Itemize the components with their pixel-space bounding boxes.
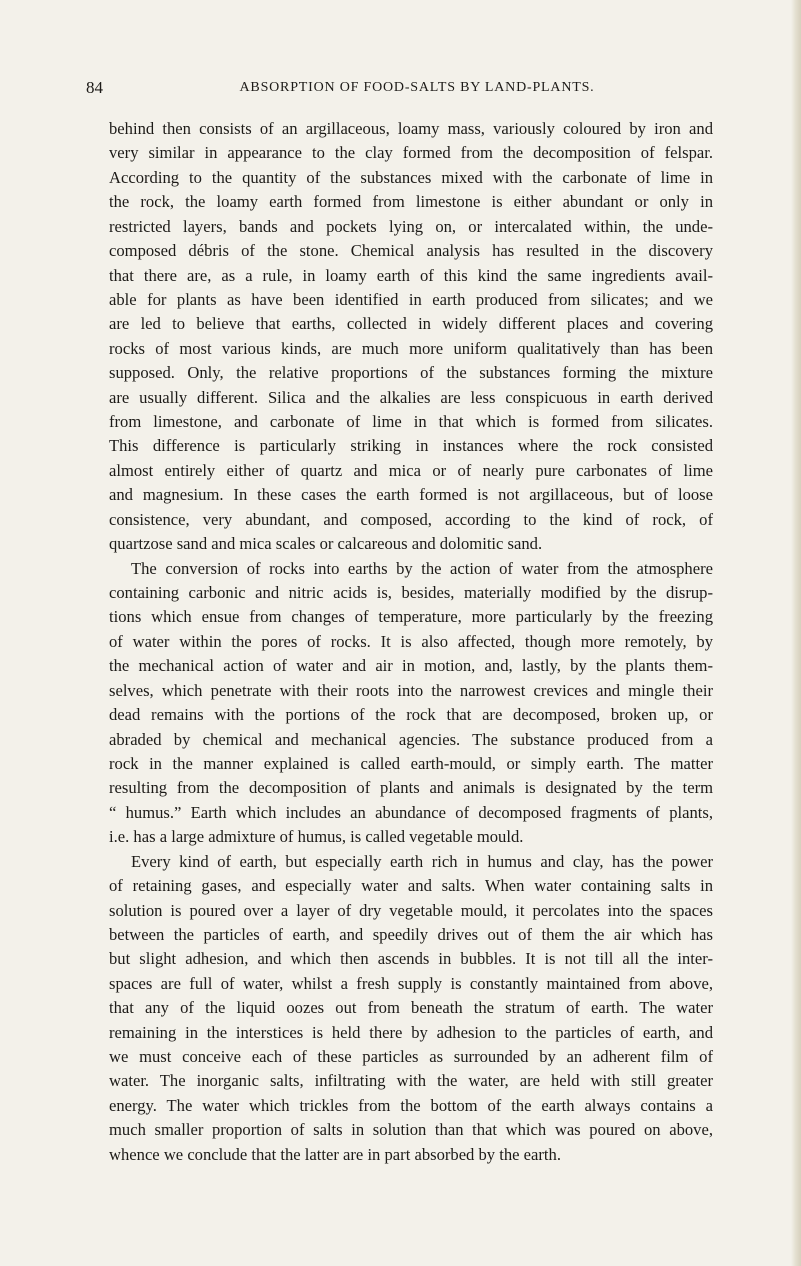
text-line: energy. The water which trickles from the bottom of the earth always contains a xyxy=(109,1095,713,1115)
text-line: Every kind of earth, but especially earth rich in humus and clay, has the power xyxy=(131,851,713,871)
text-line: that any of the liquid oozes out from beneath the stratum of earth. The water xyxy=(109,998,713,1018)
text-line: rocks of most various kinds, are much more uniform qualitatively than has been xyxy=(109,338,713,358)
running-title: ABSORPTION OF FOOD-SALTS BY LAND-PLANTS. xyxy=(239,80,595,95)
text-line: restricted layers, bands and pockets lying on, or intercalated within, the unde- xyxy=(109,216,713,236)
text-line: of retaining gases, and especially water and salts. When water containing salts in xyxy=(109,876,713,896)
text-line: According to the quantity of the substances mixed with the carbonate of lime in xyxy=(109,167,713,187)
text-line: behind then consists of an argillaceous, loamy mass, variously coloured by iron and xyxy=(109,119,713,138)
text-line: spaces are full of water, whilst a fresh supply is constantly maintained from above, xyxy=(109,973,713,993)
text-line: quartzose sand and mica scales or calcareous and dolomitic sand. xyxy=(109,534,543,554)
text-line: rock in the manner explained is called earth-mould, or simply earth. The matter xyxy=(109,753,713,773)
text-line: are led to believe that earths, collected in widely different places and covering xyxy=(109,314,713,334)
text-line: are usually different. Silica and the alkalies are less conspicuous in earth derived xyxy=(109,387,713,407)
text-line: “ humus.” Earth which includes an abundance of decomposed fragments of plants, xyxy=(109,802,713,822)
body-text xyxy=(109,117,713,1167)
text-line: but slight adhesion, and which then ascends in bubbles. It is not till all the inter- xyxy=(109,949,713,969)
text-line: abraded by chemical and mechanical agencies. The substance produced from a xyxy=(109,729,713,749)
text-line: from limestone, and carbonate of lime in that which is formed from silicates. xyxy=(109,412,713,432)
text-line: consistence, very abundant, and composed, according to the kind of rock, of xyxy=(109,509,713,529)
page-header xyxy=(86,76,716,100)
text-line: and magnesium. In these cases the earth formed is not argillaceous, but of loose xyxy=(109,485,713,505)
text-line: selves, which penetrate with their roots into the narrowest crevices and mingle their xyxy=(109,680,713,700)
text-line: resulting from the decomposition of plants and animals is designated by the term xyxy=(109,778,713,798)
text-line: able for plants as have been identified in earth produced from silicates; and we xyxy=(109,289,713,309)
text-line: that there are, as a rule, in loamy earth of this kind the same ingredients avail- xyxy=(109,265,713,285)
paragraph xyxy=(109,850,713,1167)
text-line: tions which ensue from changes of temperature, more particularly by the freezing xyxy=(109,607,713,627)
text-line: dead remains with the portions of the rock that are decomposed, broken up, or xyxy=(109,705,713,725)
text-line: solution is poured over a layer of dry vegetable mould, it percolates into the spaces xyxy=(109,900,713,920)
text-line: i.e. has a large admixture of humus, is called vegetable mould. xyxy=(109,827,524,847)
text-line: This difference is particularly striking in instances where the rock consisted xyxy=(109,436,713,456)
text-line: very similar in appearance to the clay formed from the decomposition of felspar. xyxy=(109,143,713,163)
text-line: the rock, the loamy earth formed from limestone is either abundant or only in xyxy=(109,192,713,212)
text-line: almost entirely either of quartz and mica or of nearly pure carbonates of lime xyxy=(109,460,713,480)
text-line: we must conceive each of these particles as surrounded by an adherent film of xyxy=(109,1047,713,1067)
text-line: water. The inorganic salts, infiltrating with the water, are held with still greater xyxy=(109,1071,713,1091)
text-line: remaining in the interstices is held there by adhesion to the particles of earth, and xyxy=(109,1022,713,1042)
paragraph xyxy=(109,117,713,557)
text-line: between the particles of earth, and speedily drives out of them the air which has xyxy=(109,924,713,944)
text-line: containing carbonic and nitric acids is, besides, materially modified by the disrup- xyxy=(109,583,713,603)
text-line: composed débris of the stone. Chemical analysis has resulted in the discovery xyxy=(109,241,713,261)
text-line: much smaller proportion of salts in solution than that which was poured on above, xyxy=(109,1120,713,1140)
text-line: of water within the pores of rocks. It is also affected, though more remotely, by xyxy=(109,631,713,651)
text-line: The conversion of rocks into earths by the action of water from the atmosphere xyxy=(131,558,713,578)
page-number: 84 xyxy=(86,78,103,97)
text-line: the mechanical action of water and air in motion, and, lastly, by the plants them- xyxy=(109,656,713,676)
text-line: supposed. Only, the relative proportions of the substances forming the mixture xyxy=(109,363,713,383)
page-edge-shadow xyxy=(791,0,801,1266)
paragraph xyxy=(109,557,713,850)
text-line: whence we conclude that the latter are in part absorbed by the earth. xyxy=(109,1144,561,1164)
